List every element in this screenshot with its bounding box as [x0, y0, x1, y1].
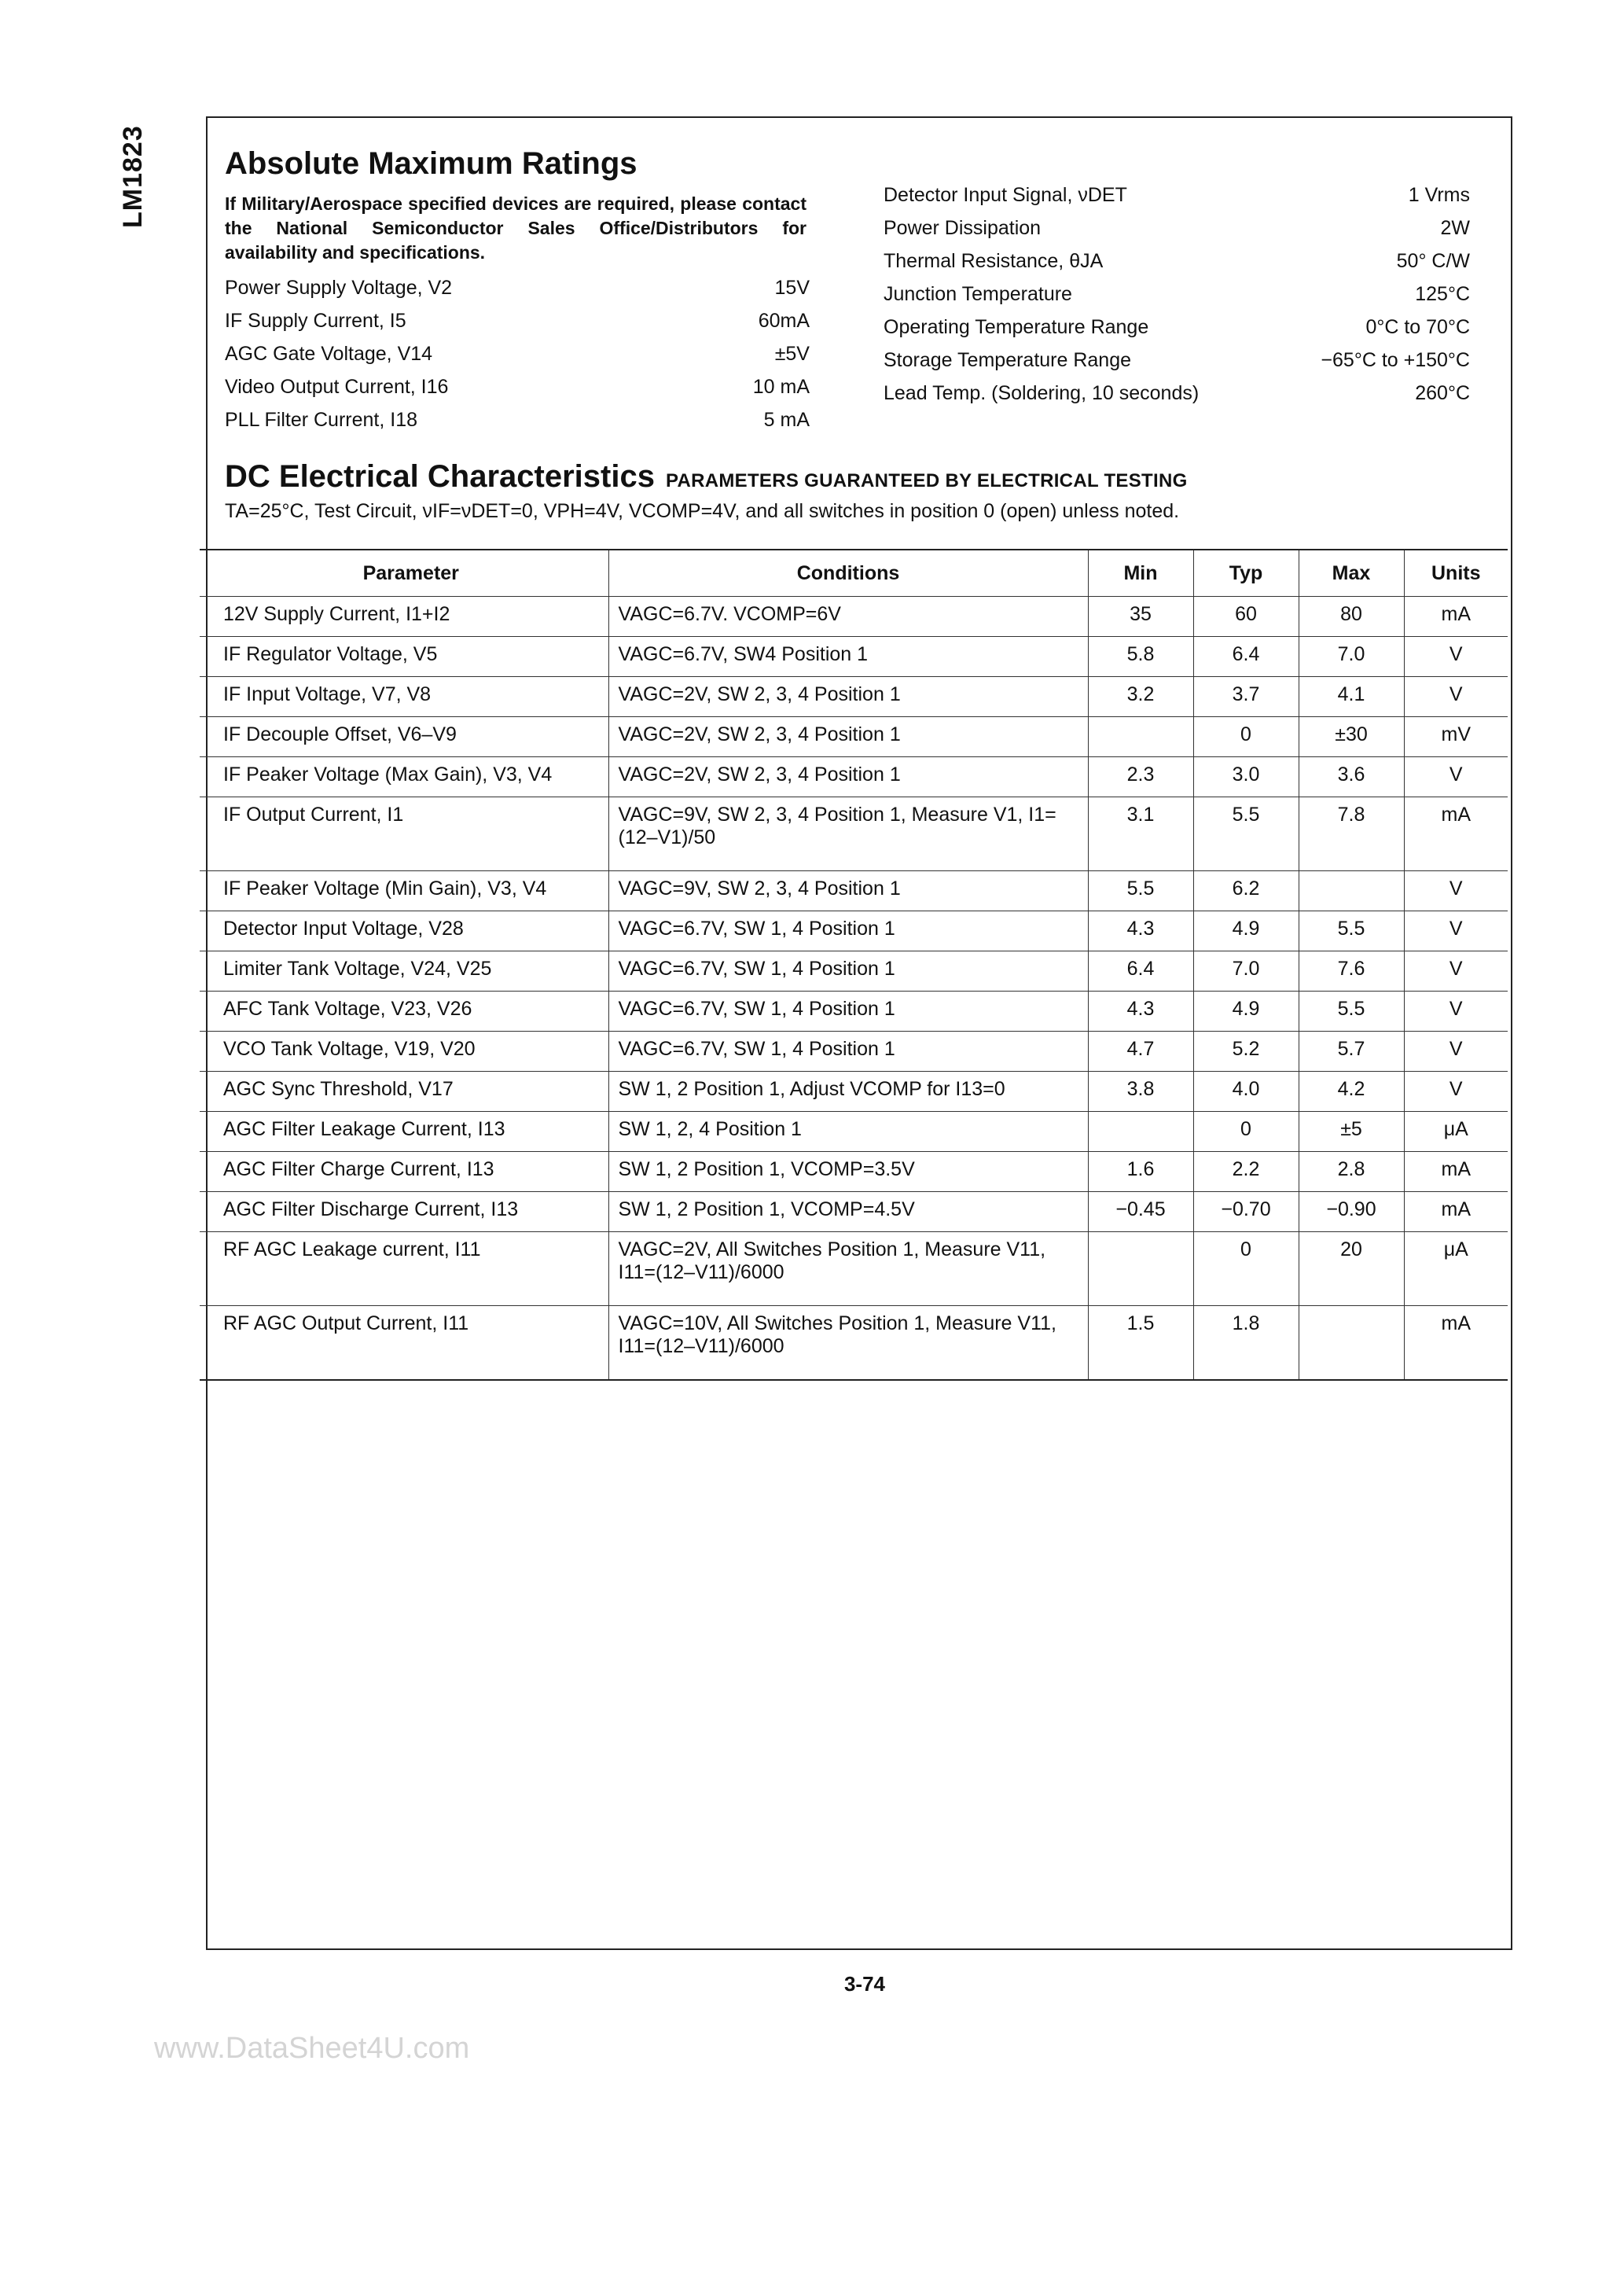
cell-max: ±30 — [1299, 717, 1404, 757]
cell-units: μA — [1404, 1232, 1508, 1306]
cell-min: 4.3 — [1088, 992, 1193, 1032]
table-row — [200, 871, 1508, 911]
military-aerospace-note: If Military/Aerospace specified devices are required, please contact the National Semiconductor Sales Office/Distributors for availability and specifications. — [225, 193, 806, 263]
dc-title-subtitle: PARAMETERS GUARANTEED BY ELECTRICAL TESTING — [665, 470, 1188, 491]
cell-typ: 4.0 — [1193, 1072, 1299, 1112]
cell-min — [1088, 1232, 1193, 1306]
dc-characteristics-title — [225, 459, 1188, 495]
rating-row: Power Supply Voltage, V2 15V — [225, 277, 810, 299]
rating-row: Storage Temperature Range −65°C to +150°C — [884, 349, 1470, 371]
ratings-right-column — [884, 184, 1470, 415]
table-row — [200, 911, 1508, 951]
cell-conditions: VAGC=9V, SW 2, 3, 4 Position 1 — [608, 871, 1088, 911]
cell-max: 4.2 — [1299, 1072, 1404, 1112]
cell-conditions: VAGC=6.7V, SW 1, 4 Position 1 — [608, 951, 1088, 992]
cell-units: μA — [1404, 1112, 1508, 1152]
cell-max: −0.90 — [1299, 1192, 1404, 1232]
cell-conditions: VAGC=6.7V, SW 1, 4 Position 1 — [608, 1032, 1088, 1072]
cell-max: 20 — [1299, 1232, 1404, 1306]
cell-typ: 4.9 — [1193, 992, 1299, 1032]
cell-units: mA — [1404, 597, 1508, 637]
cell-min: 35 — [1088, 597, 1193, 637]
cell-parameter: AGC Filter Leakage Current, I13 — [200, 1112, 608, 1152]
rating-row: Detector Input Signal, νDET 1 Vrms — [884, 184, 1470, 206]
cell-conditions: VAGC=2V, SW 2, 3, 4 Position 1 — [608, 677, 1088, 717]
part-number-side-label: LM1823 — [118, 125, 148, 228]
cell-typ: −0.70 — [1193, 1192, 1299, 1232]
cell-units: mV — [1404, 717, 1508, 757]
cell-parameter: VCO Tank Voltage, V19, V20 — [200, 1032, 608, 1072]
table-row — [200, 1152, 1508, 1192]
cell-typ: 6.2 — [1193, 871, 1299, 911]
cell-units: V — [1404, 951, 1508, 992]
cell-min — [1088, 717, 1193, 757]
cell-conditions: VAGC=2V, SW 2, 3, 4 Position 1 — [608, 717, 1088, 757]
page-number: 3-74 — [843, 1972, 886, 1996]
cell-conditions: VAGC=9V, SW 2, 3, 4 Position 1, Measure V1, I1=(12–V1)/50 — [608, 797, 1088, 871]
table-header-row — [200, 550, 1508, 597]
dc-characteristics-table — [200, 549, 1508, 1381]
header-parameter: Parameter — [200, 550, 608, 597]
ratings-left-column — [225, 277, 810, 442]
rating-row: Operating Temperature Range 0°C to 70°C — [884, 316, 1470, 338]
header-min: Min — [1088, 550, 1193, 597]
cell-typ: 0 — [1193, 1232, 1299, 1306]
cell-min: 5.8 — [1088, 637, 1193, 677]
cell-typ: 7.0 — [1193, 951, 1299, 992]
table-row — [200, 992, 1508, 1032]
cell-units: V — [1404, 911, 1508, 951]
cell-min: 5.5 — [1088, 871, 1193, 911]
cell-min: 3.2 — [1088, 677, 1193, 717]
cell-units: V — [1404, 1072, 1508, 1112]
cell-min: 3.1 — [1088, 797, 1193, 871]
table-row — [200, 717, 1508, 757]
header-conditions: Conditions — [608, 550, 1088, 597]
cell-max: 4.1 — [1299, 677, 1404, 717]
cell-units: mA — [1404, 797, 1508, 871]
table-row — [200, 1232, 1508, 1306]
rating-row: AGC Gate Voltage, V14 ±5V — [225, 343, 810, 365]
cell-conditions: VAGC=6.7V, SW 1, 4 Position 1 — [608, 911, 1088, 951]
dc-test-conditions: TA=25°C, Test Circuit, νIF=νDET=0, VPH=4V, VCOMP=4V, and all switches in position 0 (open) unless noted. — [225, 500, 1180, 522]
cell-units: V — [1404, 871, 1508, 911]
cell-parameter: IF Decouple Offset, V6–V9 — [200, 717, 608, 757]
cell-parameter: IF Peaker Voltage (Max Gain), V3, V4 — [200, 757, 608, 797]
cell-typ: 1.8 — [1193, 1306, 1299, 1380]
cell-parameter: 12V Supply Current, I1+I2 — [200, 597, 608, 637]
cell-parameter: RF AGC Leakage current, I11 — [200, 1232, 608, 1306]
table-row — [200, 951, 1508, 992]
cell-units: mA — [1404, 1152, 1508, 1192]
cell-typ: 4.9 — [1193, 911, 1299, 951]
cell-parameter: RF AGC Output Current, I11 — [200, 1306, 608, 1380]
table-row — [200, 637, 1508, 677]
rating-row: Power Dissipation 2W — [884, 217, 1470, 239]
dc-title-main: DC Electrical Characteristics — [225, 459, 655, 494]
table-row — [200, 1032, 1508, 1072]
cell-min: 1.6 — [1088, 1152, 1193, 1192]
rating-row: IF Supply Current, I5 60mA — [225, 310, 810, 332]
cell-typ: 5.2 — [1193, 1032, 1299, 1072]
table-row — [200, 757, 1508, 797]
cell-units: V — [1404, 637, 1508, 677]
cell-parameter: Limiter Tank Voltage, V24, V25 — [200, 951, 608, 992]
cell-typ: 0 — [1193, 717, 1299, 757]
table-row — [200, 1112, 1508, 1152]
cell-conditions: VAGC=6.7V. VCOMP=6V — [608, 597, 1088, 637]
cell-min: 1.5 — [1088, 1306, 1193, 1380]
cell-max: 5.5 — [1299, 992, 1404, 1032]
cell-units: V — [1404, 992, 1508, 1032]
cell-min: −0.45 — [1088, 1192, 1193, 1232]
cell-min: 6.4 — [1088, 951, 1193, 992]
cell-conditions: VAGC=2V, All Switches Position 1, Measure V11, I11=(12–V11)/6000 — [608, 1232, 1088, 1306]
cell-parameter: IF Regulator Voltage, V5 — [200, 637, 608, 677]
cell-max: 7.8 — [1299, 797, 1404, 871]
cell-max: ±5 — [1299, 1112, 1404, 1152]
header-typ: Typ — [1193, 550, 1299, 597]
header-max: Max — [1299, 550, 1404, 597]
cell-typ: 6.4 — [1193, 637, 1299, 677]
cell-typ: 3.7 — [1193, 677, 1299, 717]
cell-conditions: VAGC=6.7V, SW4 Position 1 — [608, 637, 1088, 677]
cell-conditions: VAGC=10V, All Switches Position 1, Measure V11, I11=(12–V11)/6000 — [608, 1306, 1088, 1380]
cell-max: 7.6 — [1299, 951, 1404, 992]
cell-min: 3.8 — [1088, 1072, 1193, 1112]
cell-parameter: AFC Tank Voltage, V23, V26 — [200, 992, 608, 1032]
cell-typ: 60 — [1193, 597, 1299, 637]
table-row — [200, 677, 1508, 717]
cell-units: V — [1404, 677, 1508, 717]
cell-parameter: IF Input Voltage, V7, V8 — [200, 677, 608, 717]
cell-parameter: AGC Filter Discharge Current, I13 — [200, 1192, 608, 1232]
cell-parameter: IF Peaker Voltage (Min Gain), V3, V4 — [200, 871, 608, 911]
watermark: www.DataSheet4U.com — [154, 2032, 470, 2065]
absolute-max-ratings-title: Absolute Maximum Ratings — [225, 146, 637, 181]
header-units: Units — [1404, 550, 1508, 597]
table-row — [200, 797, 1508, 871]
rating-row: Thermal Resistance, θJA 50° C/W — [884, 250, 1470, 272]
rating-row: Lead Temp. (Soldering, 10 seconds) 260°C — [884, 382, 1470, 404]
cell-units: mA — [1404, 1192, 1508, 1232]
cell-max: 5.7 — [1299, 1032, 1404, 1072]
cell-units: V — [1404, 757, 1508, 797]
cell-typ: 2.2 — [1193, 1152, 1299, 1192]
cell-max: 80 — [1299, 597, 1404, 637]
cell-conditions: VAGC=2V, SW 2, 3, 4 Position 1 — [608, 757, 1088, 797]
cell-max: 3.6 — [1299, 757, 1404, 797]
table-row — [200, 1306, 1508, 1380]
cell-max: 7.0 — [1299, 637, 1404, 677]
cell-conditions: VAGC=6.7V, SW 1, 4 Position 1 — [608, 992, 1088, 1032]
cell-typ: 5.5 — [1193, 797, 1299, 871]
rating-row: PLL Filter Current, I18 5 mA — [225, 409, 810, 431]
cell-typ: 3.0 — [1193, 757, 1299, 797]
cell-min: 4.7 — [1088, 1032, 1193, 1072]
cell-parameter: Detector Input Voltage, V28 — [200, 911, 608, 951]
cell-max — [1299, 1306, 1404, 1380]
table-row — [200, 1192, 1508, 1232]
cell-conditions: SW 1, 2 Position 1, VCOMP=3.5V — [608, 1152, 1088, 1192]
cell-max: 5.5 — [1299, 911, 1404, 951]
cell-typ: 0 — [1193, 1112, 1299, 1152]
cell-max: 2.8 — [1299, 1152, 1404, 1192]
cell-conditions: SW 1, 2 Position 1, VCOMP=4.5V — [608, 1192, 1088, 1232]
cell-conditions: SW 1, 2 Position 1, Adjust VCOMP for I13=0 — [608, 1072, 1088, 1112]
table-row — [200, 597, 1508, 637]
cell-min: 4.3 — [1088, 911, 1193, 951]
cell-units: mA — [1404, 1306, 1508, 1380]
rating-row: Video Output Current, I16 10 mA — [225, 376, 810, 398]
cell-conditions: SW 1, 2, 4 Position 1 — [608, 1112, 1088, 1152]
cell-min: 2.3 — [1088, 757, 1193, 797]
cell-max — [1299, 871, 1404, 911]
cell-parameter: IF Output Current, I1 — [200, 797, 608, 871]
cell-units: V — [1404, 1032, 1508, 1072]
rating-row: Junction Temperature 125°C — [884, 283, 1470, 305]
table-row — [200, 1072, 1508, 1112]
cell-parameter: AGC Filter Charge Current, I13 — [200, 1152, 608, 1192]
cell-parameter: AGC Sync Threshold, V17 — [200, 1072, 608, 1112]
cell-min — [1088, 1112, 1193, 1152]
